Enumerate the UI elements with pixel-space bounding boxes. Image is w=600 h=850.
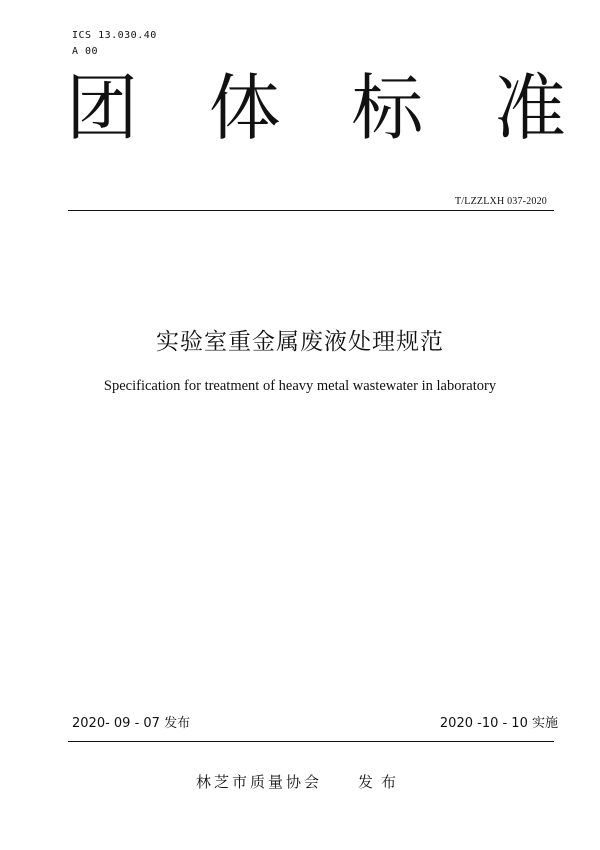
heading-char: 准 (493, 66, 566, 150)
publisher-line (0, 772, 600, 792)
heading-char: 标 (351, 66, 424, 150)
standard-type-heading (66, 68, 566, 148)
heading-char: 团 (66, 66, 139, 150)
top-divider (68, 210, 554, 211)
implementation-date: 2020 -10 - 10 实施 (439, 716, 558, 731)
issue-date: 2020- 09 - 07 发布 (72, 716, 191, 731)
heading-char: 体 (208, 66, 281, 150)
publisher-organization: 林芝市质量协会 (195, 773, 322, 791)
publisher-action: 发布 (358, 773, 405, 791)
ics-code: ICS 13.030.40 (72, 30, 157, 41)
bottom-divider (68, 741, 554, 742)
standard-number: T/LZZLXH 037-2020 (455, 196, 547, 207)
english-title: Specification for treatment of heavy metal wastewater in laboratory (103, 378, 497, 394)
chinese-title: 实验室重金属废液处理规范 (156, 329, 444, 355)
ccs-code: A 00 (72, 46, 99, 57)
